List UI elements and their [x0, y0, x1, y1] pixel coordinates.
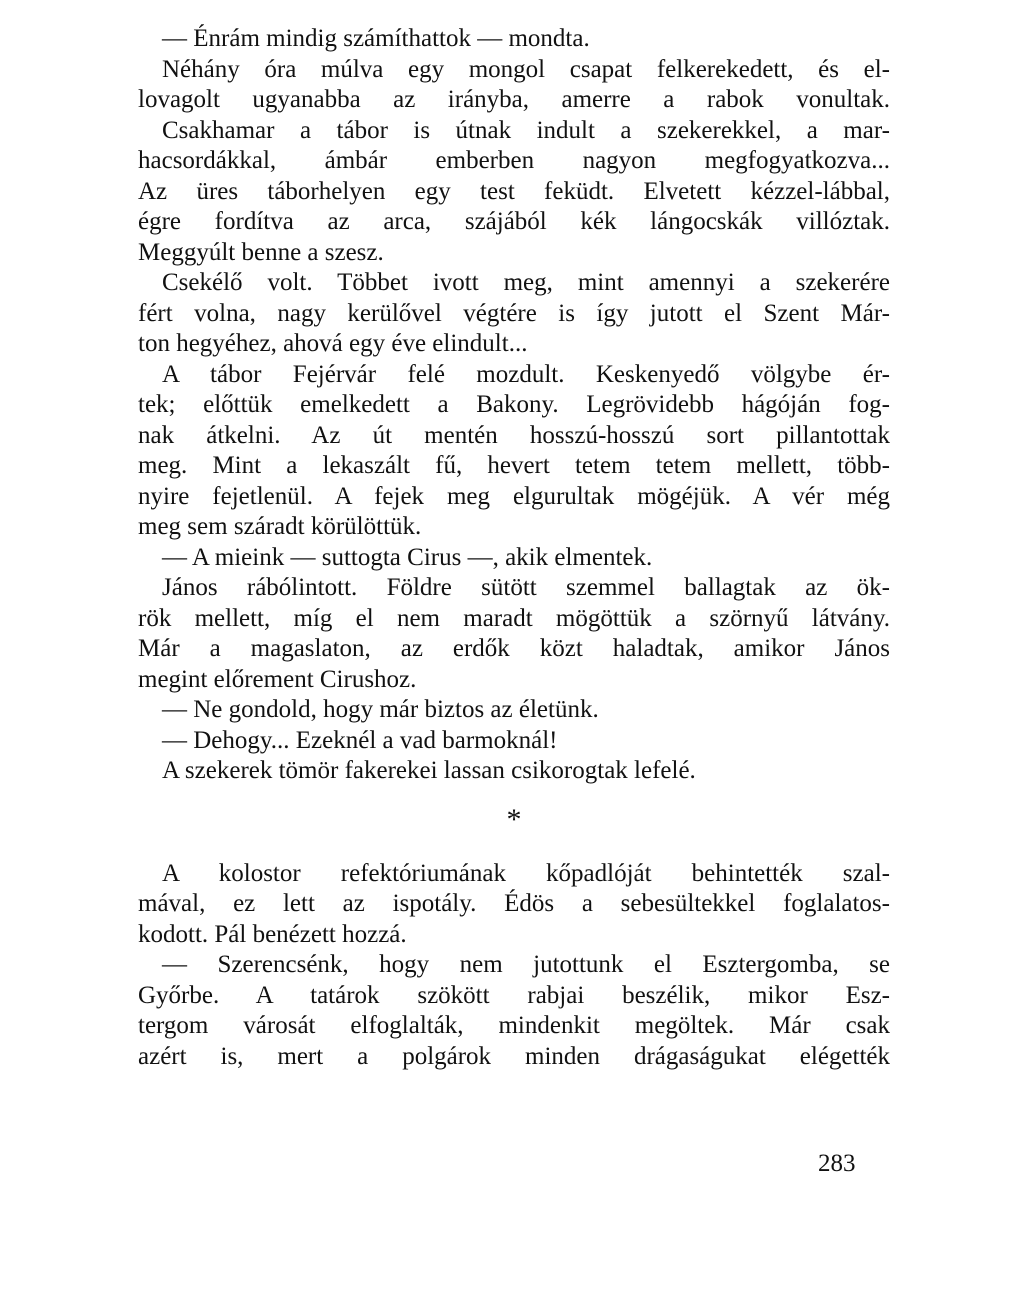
text-line: ton hegyéhez, ahová egy éve elindult... — [138, 330, 528, 357]
text-line: fért volna, nagy kerülővel végtére is így jutott el Szent Már- — [138, 299, 890, 327]
text-line: Az üres táborhelyen egy test feküdt. Elvetett kézzel-lábbal, — [138, 177, 890, 205]
text-line: mával, ez lett az ispotály. Édös a sebesültekkel foglalatos- — [138, 890, 890, 917]
text-line: nyire fejetlenül. A fejek meg elgurultak mögéjük. A vér még — [138, 482, 890, 510]
text-line: Csakhamar a tábor is útnak indult a szekerekkel, a mar- — [162, 116, 890, 144]
text-line: kodott. Pál benézett hozzá. — [138, 920, 407, 948]
text-line: A kolostor refektóriumának kőpadlóját behintették szal- — [162, 859, 890, 887]
text-line: nak átkelni. Az út mentén hosszú-hosszú sort pillantottak — [138, 421, 890, 449]
text-section-1 — [138, 24, 890, 787]
text-line: Meggyúlt benne a szesz. — [138, 238, 384, 266]
text-line: — Énrám mindig számíthattok — mondta. — [162, 25, 590, 52]
text-line: hacsordákkal, ámbár emberben nagyon megfogyatkozva... — [138, 147, 890, 174]
text-line: — Szerencsénk, hogy nem jutottunk el Esztergomba, se — [162, 951, 890, 978]
text-line: — Ne gondold, hogy már biztos az életünk. — [162, 696, 599, 723]
text-line: Csekélő volt. Többet ivott meg, mint amennyi a szekerére — [162, 269, 890, 296]
text-line: tergom városát elfoglalták, mindenkit megöltek. Már csak — [138, 1012, 890, 1039]
text-line: lovagolt ugyanabba az irányba, amerre a rabok vonultak. — [138, 86, 890, 113]
text-line: tek; előttük emelkedett a Bakony. Legrövidebb hágóján fog- — [138, 391, 890, 418]
text-section-2 — [138, 859, 890, 1073]
text-line: rök mellett, míg el nem maradt mögöttük a szörnyű látvány. — [138, 604, 890, 632]
text-line: égre fordítva az arca, szájából kék lángocskák villóztak. — [138, 208, 890, 235]
text-line: — A mieink — suttogta Cirus —, akik elmentek. — [162, 543, 653, 571]
page-number: 283 — [818, 1150, 856, 1177]
text-line: meg sem száradt körülöttük. — [138, 513, 422, 540]
text-line: János rábólintott. Földre sütött szemmel ballagtak az ök- — [162, 574, 890, 601]
text-line: A szekerek tömör fakerekei lassan csikorogtak lefelé. — [162, 757, 696, 784]
book-page — [138, 24, 890, 1072]
text-line: Győrbe. A tatárok szökött rabjai beszélik, mikor Esz- — [138, 981, 890, 1009]
section-separator: * — [506, 802, 522, 836]
text-line: Már a magaslaton, az erdők közt haladtak, amikor János — [138, 635, 890, 662]
text-line: megint előrement Cirushoz. — [138, 665, 417, 693]
text-line: A tábor Fejérvár felé mozdult. Keskenyedő völgybe ér- — [162, 360, 890, 388]
text-line: azért is, mert a polgárok minden drágaságukat elégették — [138, 1042, 890, 1070]
text-line: Néhány óra múlva egy mongol csapat felkerekedett, és el- — [162, 55, 890, 83]
text-line: meg. Mint a lekaszált fű, hevert tetem tetem mellett, több- — [138, 452, 890, 479]
text-line: — Dehogy... Ezeknél a vad barmoknál! — [162, 726, 558, 754]
